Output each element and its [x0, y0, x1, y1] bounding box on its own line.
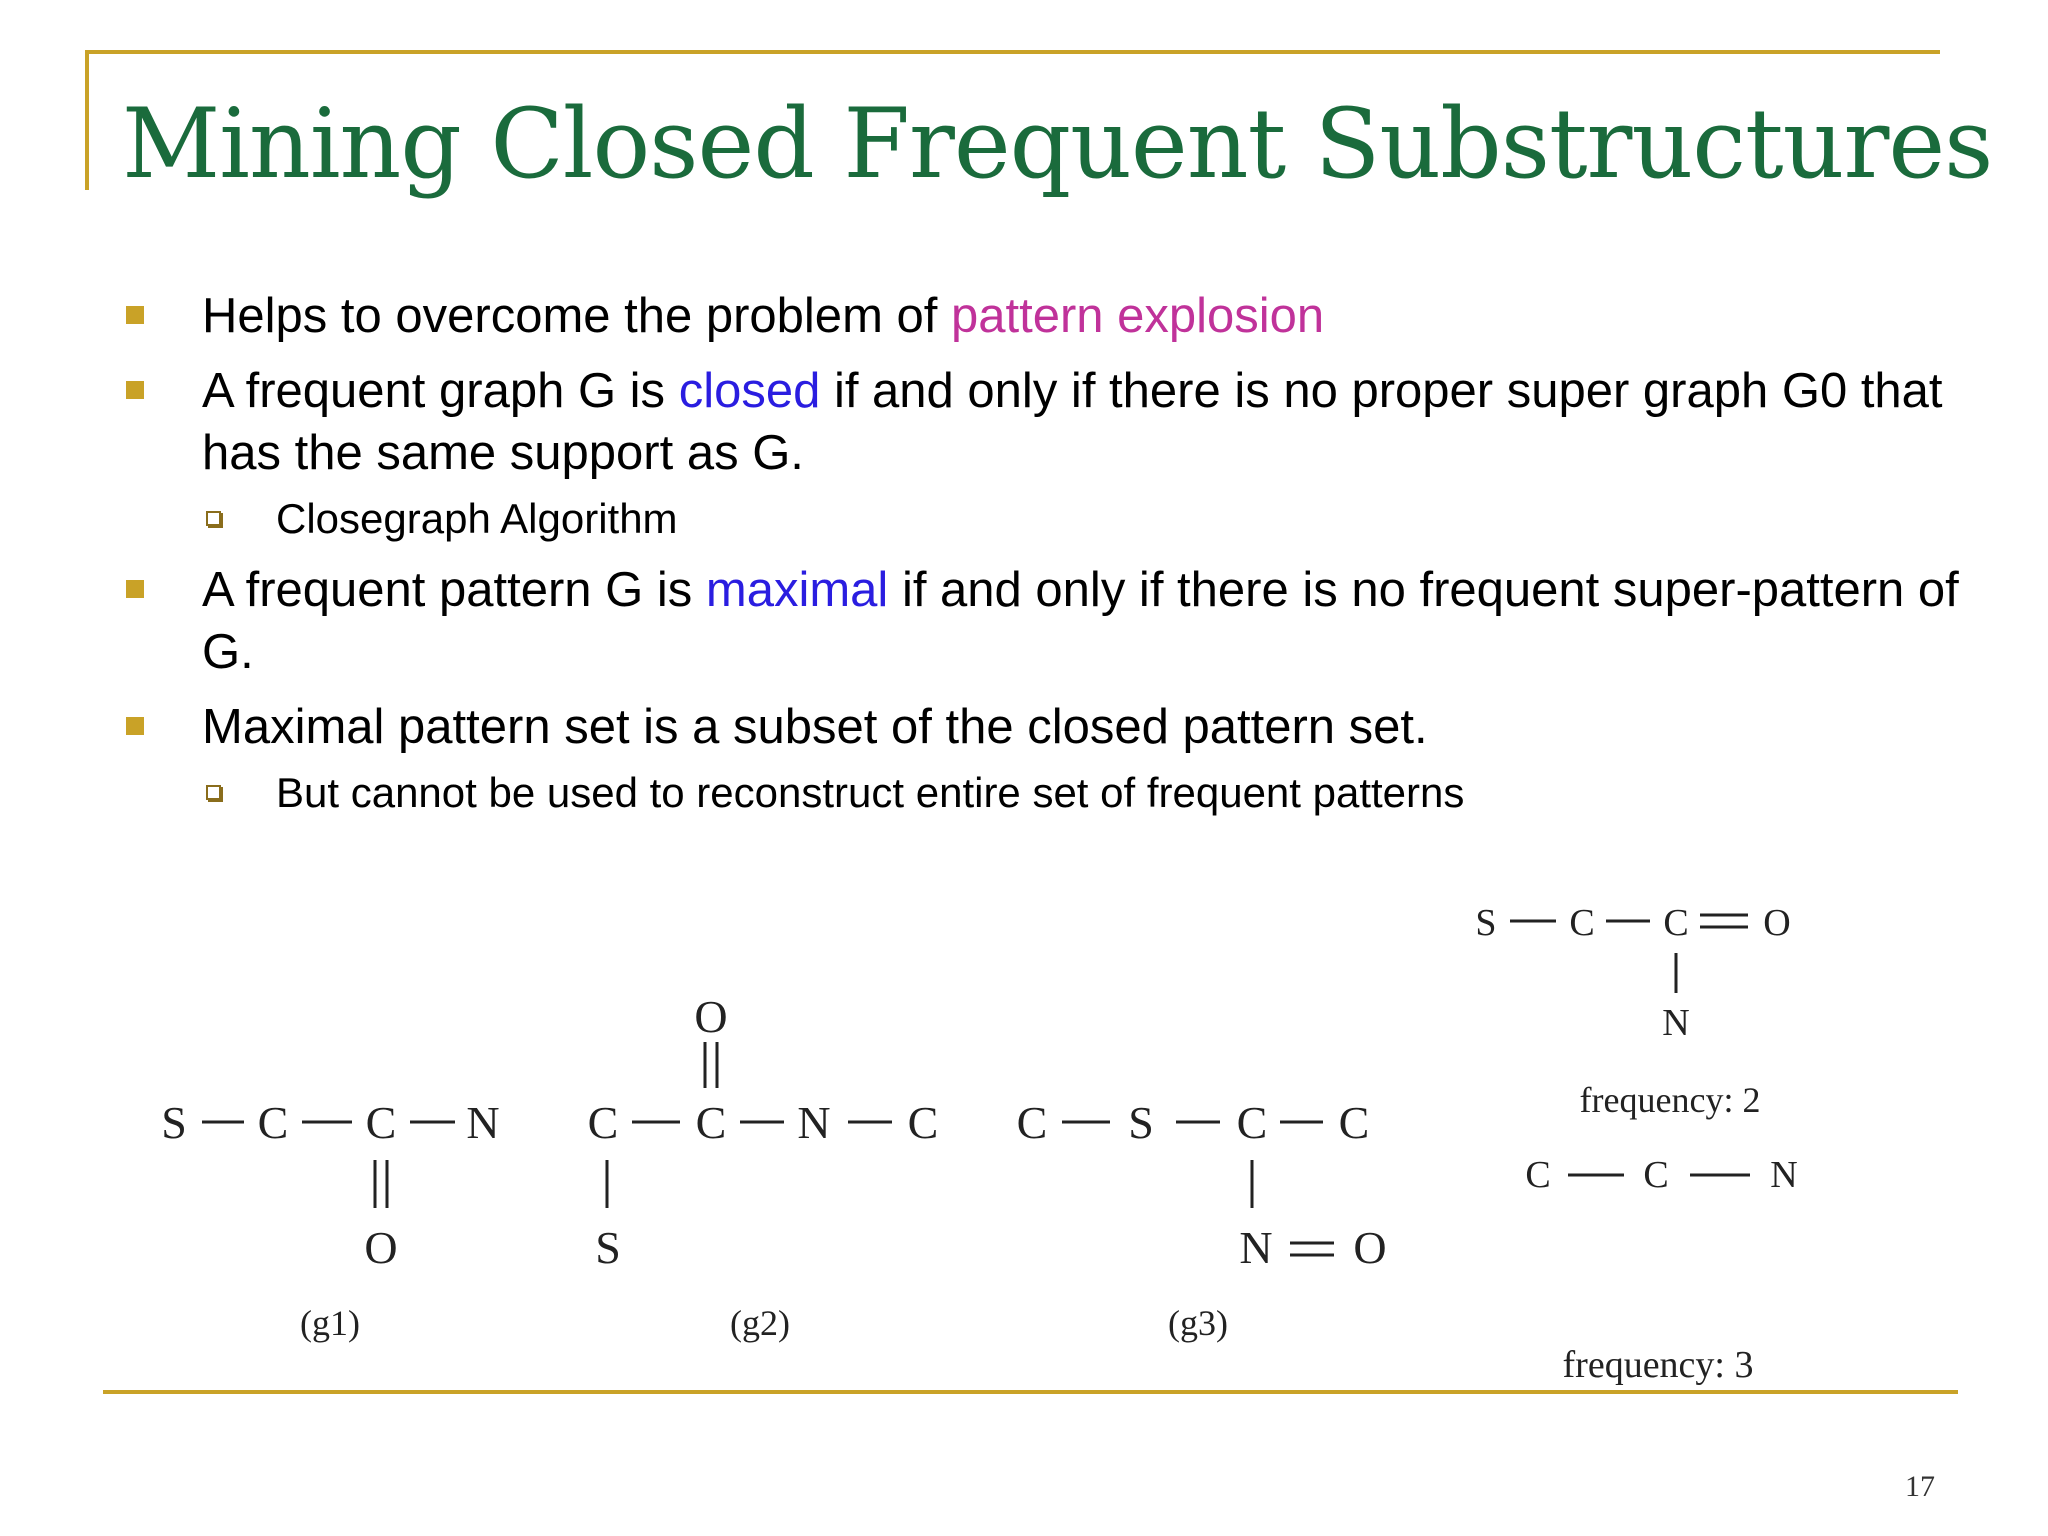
atom: S: [1128, 1097, 1154, 1148]
atom: C: [1338, 1097, 1370, 1148]
atom: N: [797, 1097, 831, 1148]
frequency-label-3: frequency: 3: [1562, 1344, 1754, 1386]
atom: C: [1236, 1097, 1268, 1148]
atom: C: [1663, 902, 1689, 944]
graph-g1-bonds: [202, 1122, 455, 1208]
atom: C: [365, 1097, 397, 1148]
atom: C: [1525, 1154, 1551, 1196]
atom: O: [364, 1222, 398, 1273]
atom: N: [466, 1097, 500, 1148]
graph-label-g2: (g2): [730, 1303, 790, 1343]
atom: O: [1353, 1222, 1387, 1273]
highlight-closed: closed: [678, 364, 821, 418]
bullet-text: A frequent pattern G is: [202, 563, 706, 617]
bullet-text: A frequent graph G is: [202, 364, 679, 418]
atom: C: [587, 1097, 619, 1148]
page-number: 17: [1905, 1470, 1935, 1503]
frequency-label-2: frequency: 2: [1579, 1080, 1761, 1120]
atom: O: [694, 991, 728, 1042]
atom: S: [161, 1097, 187, 1148]
atom: C: [1569, 902, 1595, 944]
atom: N: [1239, 1222, 1273, 1273]
subbullet-text: Closegraph Algorithm: [276, 495, 678, 542]
bullet-text: Maximal pattern set is a subset of the closed pattern set.: [202, 700, 1428, 754]
atom: C: [695, 1097, 727, 1148]
slide-title: Mining Closed Frequent Substructures: [122, 88, 1993, 200]
bullet-text: if and only if there is no proper super graph G0 that has the same support as G.: [202, 364, 1943, 480]
atom: N: [1770, 1154, 1798, 1196]
atom: C: [1016, 1097, 1048, 1148]
atom: S: [595, 1222, 621, 1273]
atom: N: [1662, 1002, 1690, 1044]
atom: C: [907, 1097, 939, 1148]
atom: C: [257, 1097, 289, 1148]
graph-g3-bonds: [1062, 1122, 1334, 1255]
graph-label-g1: (g1): [300, 1303, 360, 1343]
atom: O: [1763, 902, 1791, 944]
atom: C: [1643, 1154, 1669, 1196]
graph-label-g3: (g3): [1168, 1303, 1228, 1343]
pattern-freq3: [1525, 1154, 1797, 1196]
subbullet-text: But cannot be used to reconstruct entire set of frequent patterns: [276, 769, 1465, 816]
pattern-freq2: [1475, 902, 1790, 1044]
highlight-pattern-explosion: pattern explosion: [950, 289, 1325, 343]
pattern-freq2-bonds: [1510, 915, 1748, 993]
graph-g2-bonds: [607, 1042, 892, 1208]
bullet-text: Helps to overcome the problem of: [202, 289, 951, 343]
atom: S: [1475, 902, 1497, 944]
highlight-maximal: maximal: [705, 563, 889, 617]
bullet-text: if and only if there is no frequent super-pattern of G.: [202, 563, 1959, 679]
graph-g2: [588, 991, 939, 1273]
